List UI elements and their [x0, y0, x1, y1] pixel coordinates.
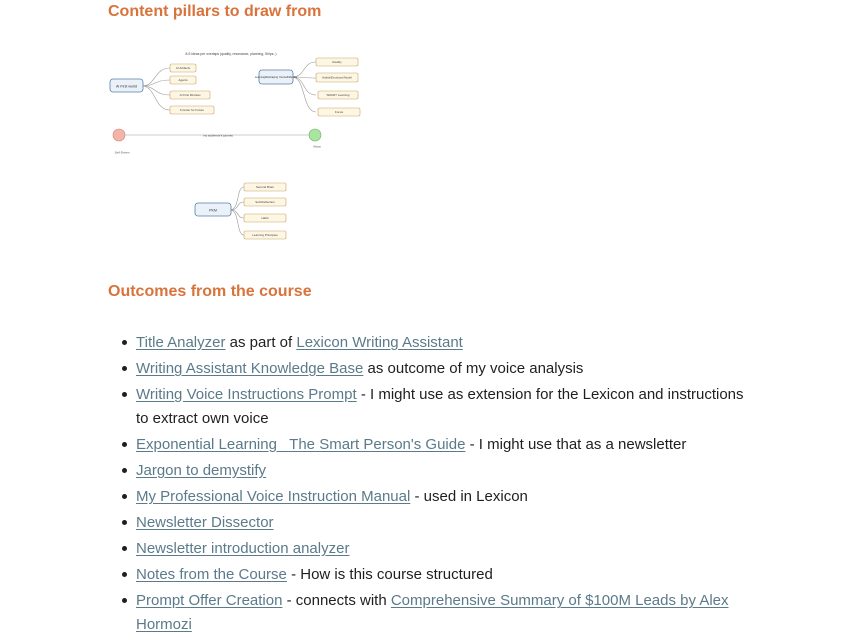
list-item-text: as part of [225, 334, 297, 351]
list-item-text: - used in Lexicon [410, 487, 528, 505]
page-link[interactable]: Title Analyzer [136, 334, 226, 351]
list-item-text: - I might use as extension for the Lexicon and instructions to extract own voice [136, 386, 744, 427]
list-item [108, 511, 748, 535]
pkm-cluster [195, 183, 286, 239]
outcomes-heading: Outcomes from the course [108, 283, 312, 300]
list-item-text: - connects with [282, 592, 391, 610]
ai-first-label: AI First world [116, 84, 137, 89]
diagram-top-note: 8-9 ideas per overlaps (quality, resonance, planning, Ships..) [185, 52, 277, 56]
pillars-heading: Content pillars to draw from [108, 3, 322, 20]
pkm-branch-3-label: Habit [261, 216, 269, 221]
pkm-label: PKM [209, 208, 217, 213]
pkm-branch-4-label: Learning Principles [252, 233, 278, 238]
list-item-text: - How is this course structured [286, 566, 493, 584]
list-item [108, 537, 748, 561]
ai-first-branch-3-label: AI First Mindset [179, 93, 201, 98]
list-item [108, 485, 748, 509]
learning-label: Learning/Reshaping Yourself/Identity [254, 76, 298, 79]
page-link[interactable]: Prompt Offer Creation [136, 592, 283, 610]
list-item [108, 563, 748, 587]
list-item-text: - I might use that as a newsletter [465, 435, 687, 453]
journey-line [113, 129, 321, 155]
page-link[interactable]: My Professional Voice Instruction Manual [136, 487, 411, 505]
page-link[interactable]: Notes from the Course [136, 566, 287, 584]
learning-branch-2-label: Habits/Emotional Model [322, 75, 352, 80]
list-item [108, 331, 748, 355]
learning-branch-4-label: Focus [334, 110, 344, 115]
pkm-branch-1-label: Second Brain [255, 185, 275, 190]
learning-branch-1-label: Reality [332, 60, 342, 65]
ai-first-cluster [110, 64, 214, 114]
page-link[interactable]: Comprehensive Summary of $100M Leads by Alex Hormozi [136, 592, 729, 633]
page-link[interactable]: Newsletter introduction analyzer [136, 540, 350, 558]
journey-end-dot [309, 129, 321, 141]
page-link[interactable]: Writing Assistant Knowledge Base [136, 360, 364, 378]
page-link[interactable]: Newsletter Dissector [136, 514, 274, 532]
journey-label: my audience's journey [203, 133, 233, 138]
journey-start-dot [113, 129, 125, 141]
journey-end-label: Vision [312, 144, 322, 149]
ai-first-branch-1-label: AI Artifacts [175, 66, 191, 71]
list-item [108, 433, 748, 457]
list-item [108, 459, 748, 483]
page-link[interactable]: Lexicon Writing Assistant [296, 334, 463, 351]
outcomes-list [108, 331, 748, 639]
learning-cluster [255, 58, 360, 116]
list-item [108, 589, 748, 636]
list-item [108, 383, 748, 430]
content-pillars-diagram [104, 46, 366, 246]
page-link[interactable]: Jargon to demystify [136, 461, 267, 479]
ai-first-branch-4-label: Frontier for Future [179, 108, 205, 113]
page-link[interactable]: Exponential Learning_ The Smart Person's Guide [136, 435, 466, 453]
list-item-text: as outcome of my voice analysis [363, 360, 584, 378]
ai-first-branch-2-label: Agents [178, 78, 188, 83]
list-item [108, 357, 748, 381]
learning-branch-3-label: SMART Learning [326, 93, 350, 98]
journey-start-label: Self-Driven [114, 150, 130, 155]
page-link[interactable]: Writing Voice Instructions Prompt [136, 386, 357, 404]
pkm-branch-2-label: Self-Reflection [255, 200, 275, 205]
